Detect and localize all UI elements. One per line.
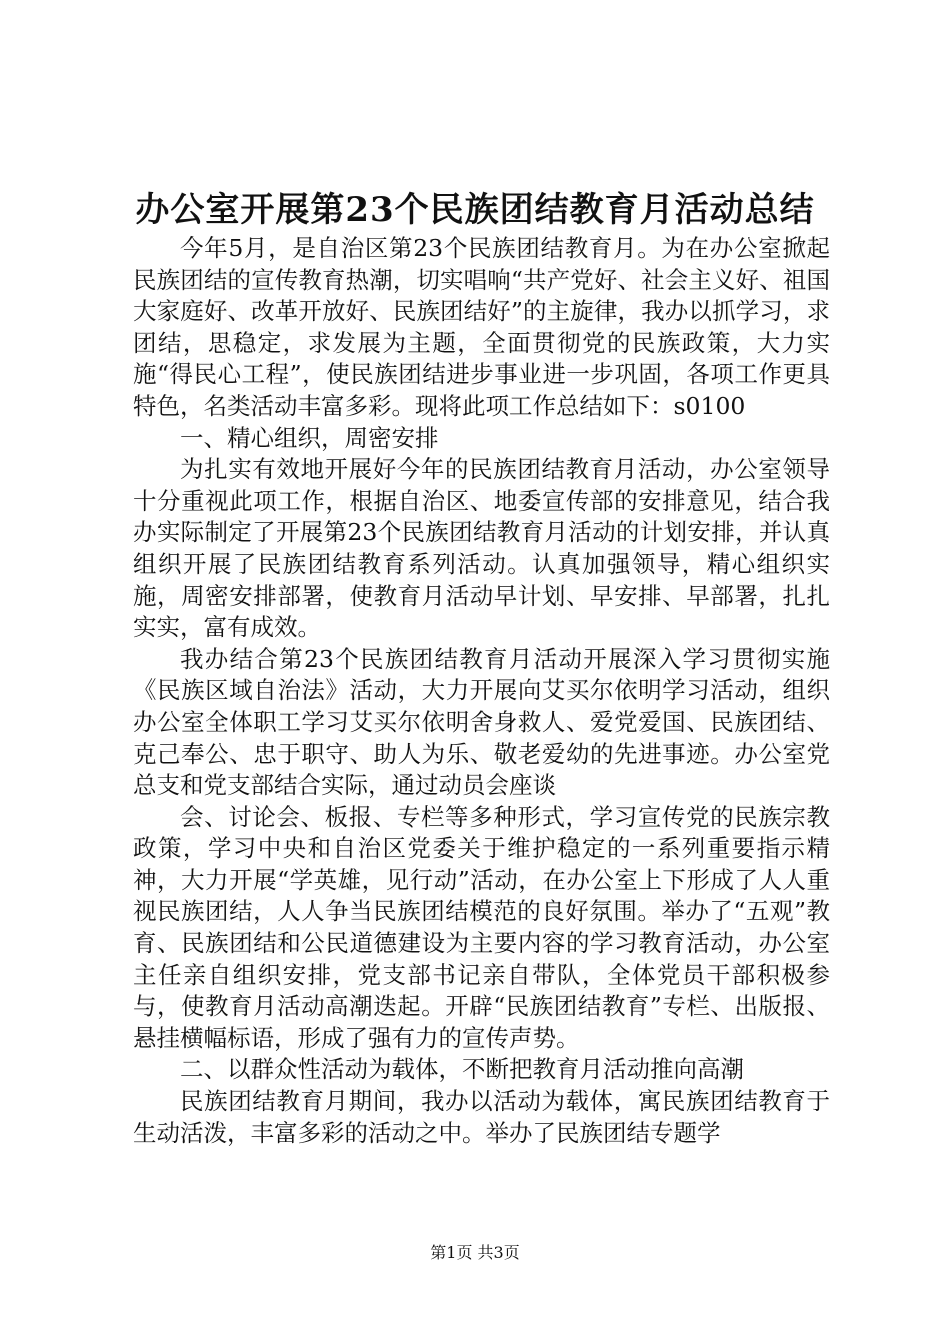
paragraph-section1-c: 会、讨论会、板报、专栏等多种形式，学习宣传党的民族宗教政策，学习中央和自治区党委关于维护稳定的一系列重要指示精神，大力开展“学英雄，见行动”活动，在办公室上下形成了人人重视民族团结，人人争当民族团结模范的良好氛围。举办了“五观”教育、民族团结和公民道德建设为主要内容的学习教育活动，办公室主任亲自组织安排，党支部书记亲自带队，全体党员干部积极参与，使教育月活动高潮迭起。开辟“民族团结教育”专栏、出版报、悬挂横幅标语，形成了强有力的宣传声势。 xyxy=(133,802,830,1052)
paragraph-intro: 今年5月，是自治区第23个民族团结教育月。为在办公室掀起民族团结的宣传教育热潮，切实唱响“共产党好、社会主义好、祖国大家庭好、改革开放好、民族团结好”的主旋律，我办以抓学习，求团结，思稳定，求发展为主题，全面贯彻党的民族政策，大力实施“得民心工程”，使民族团结进步事业进一步巩固，各项工作更具特色，名类活动丰富多彩。现将此项工作总结如下：s0100 xyxy=(133,234,830,420)
section-heading-2: 二、以群众性活动为载体，不断把教育月活动推向高潮 xyxy=(180,1055,744,1084)
document-title: 办公室开展第23个民族团结教育月活动总结 xyxy=(135,190,815,230)
paragraph-section1-b: 我办结合第23个民族团结教育月活动开展深入学习贯彻实施《民族区域自治法》活动，大力开展向艾买尔依明学习活动，组织办公室全体职工学习艾买尔依明舍身救人、爱党爱国、民族团结、克己奉公、忠于职守、助人为乐、敬老爱幼的先进事迹。办公室党总支和党支部结合实际，通过动员会座谈 xyxy=(133,644,830,800)
paragraph-section1-a: 为扎实有效地开展好今年的民族团结教育月活动，办公室领导十分重视此项工作，根据自治区、地委宣传部的安排意见，结合我办实际制定了开展第23个民族团结教育月活动的计划安排，并认真组织开展了民族团结教育系列活动。认真加强领导，精心组织实施，周密安排部署，使教育月活动早计划、早安排、早部署，扎扎实实，富有成效。 xyxy=(133,455,830,642)
document-body xyxy=(133,233,830,1149)
paragraph-section2-a: 民族团结教育月期间，我办以活动为载体，寓民族团结教育于生动活泼，丰富多彩的活动之中。举办了民族团结专题学 xyxy=(133,1087,830,1147)
page-footer: 第1页 共3页 xyxy=(430,1243,520,1262)
section-heading-1: 一、精心组织，周密安排 xyxy=(180,423,439,452)
